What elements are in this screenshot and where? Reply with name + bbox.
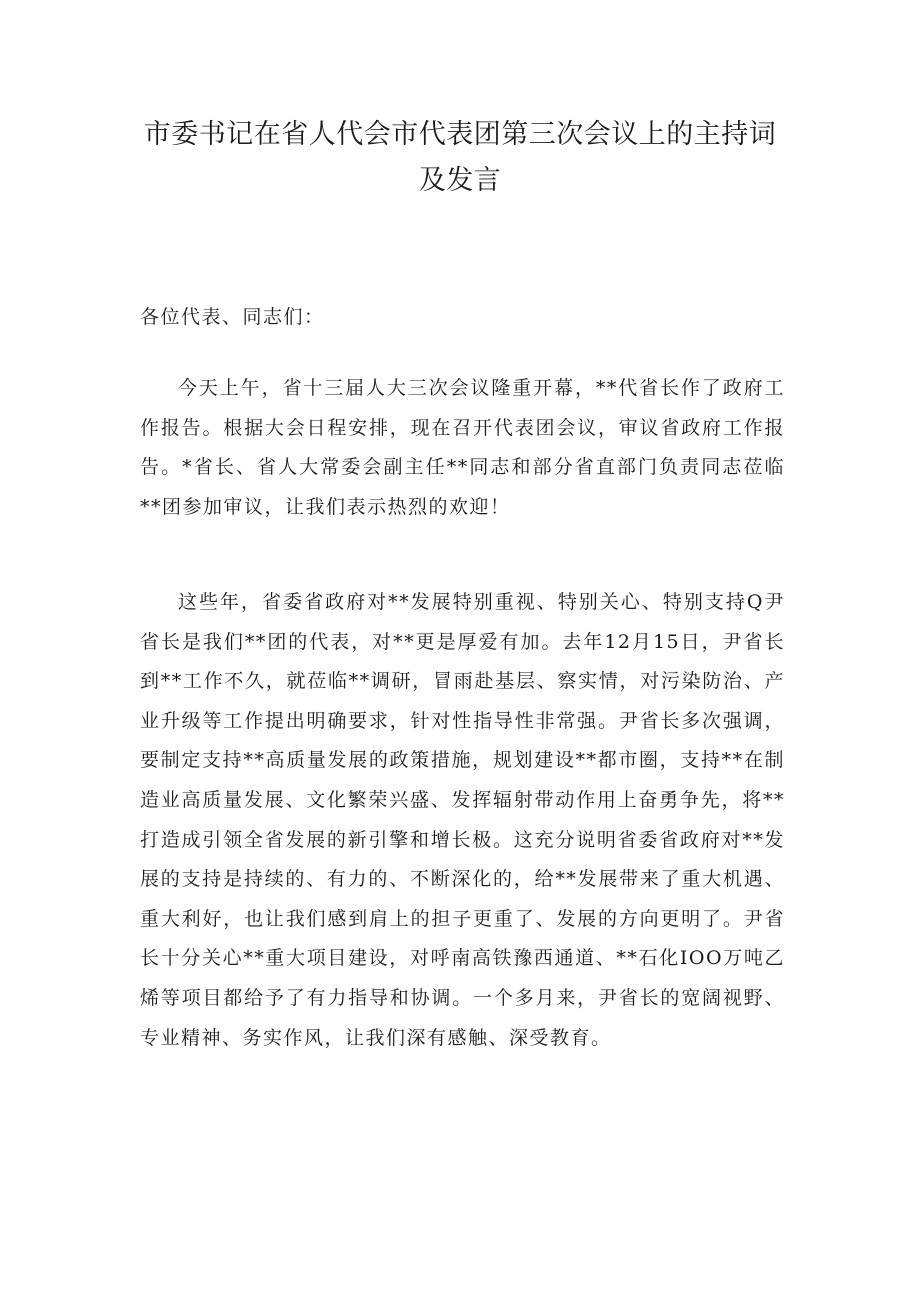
title-line-1: 市委书记在省人代会市代表团第三次会议上的主持词 <box>143 119 777 150</box>
paragraph-1: 今天上午，省十三届人大三次会议隆重开幕，**代省长作了政府工作报告。根据大会日程安排，现在召开代表团会议，审议省政府工作报告。*省长、省人大常委会副主任**同志和部分省直部门负责同志莅临**团参加审议，让我们表示热烈的欢迎！ <box>140 377 785 518</box>
title-line-2: 及发言 <box>418 165 502 196</box>
paragraph-2: 这些年，省委省政府对**发展特别重视、特别关心、特别支持Q尹省长是我们**团的代表，对**更是厚爱有加。去年12月15日，尹省长到**工作不久，就莅临**调研，冒雨赴基层、察实情，对污染防治、产业升级等工作提出明确要求，针对性指导性非常强。尹省长多次强调，要制定支持**高质量发展的政策措施，规划建设**都市圈，支持**在制造业高质量发展、文化繁荣兴盛、发挥辐射带动作用上奋勇争先，将**打造成引领全省发展的新引擎和增长极。这充分说明省委省政府对**发展的支持是持续的、有力的、不断深化的，给**发展带来了重大机遇、重大利好，也让我们感到肩上的担子更重了、发展的方向更明了。尹省长十分关心**重大项目建设，对呼南高铁豫西通道、**石化IOO万吨乙烯等项目都给予了有力指导和协调。一个多月来，尹省长的宽阔视野、专业精神、务实作风，让我们深有感触、深受教育。 <box>140 591 785 1049</box>
salutation: 各位代表、同志们： <box>140 306 325 328</box>
document-title <box>120 112 800 204</box>
